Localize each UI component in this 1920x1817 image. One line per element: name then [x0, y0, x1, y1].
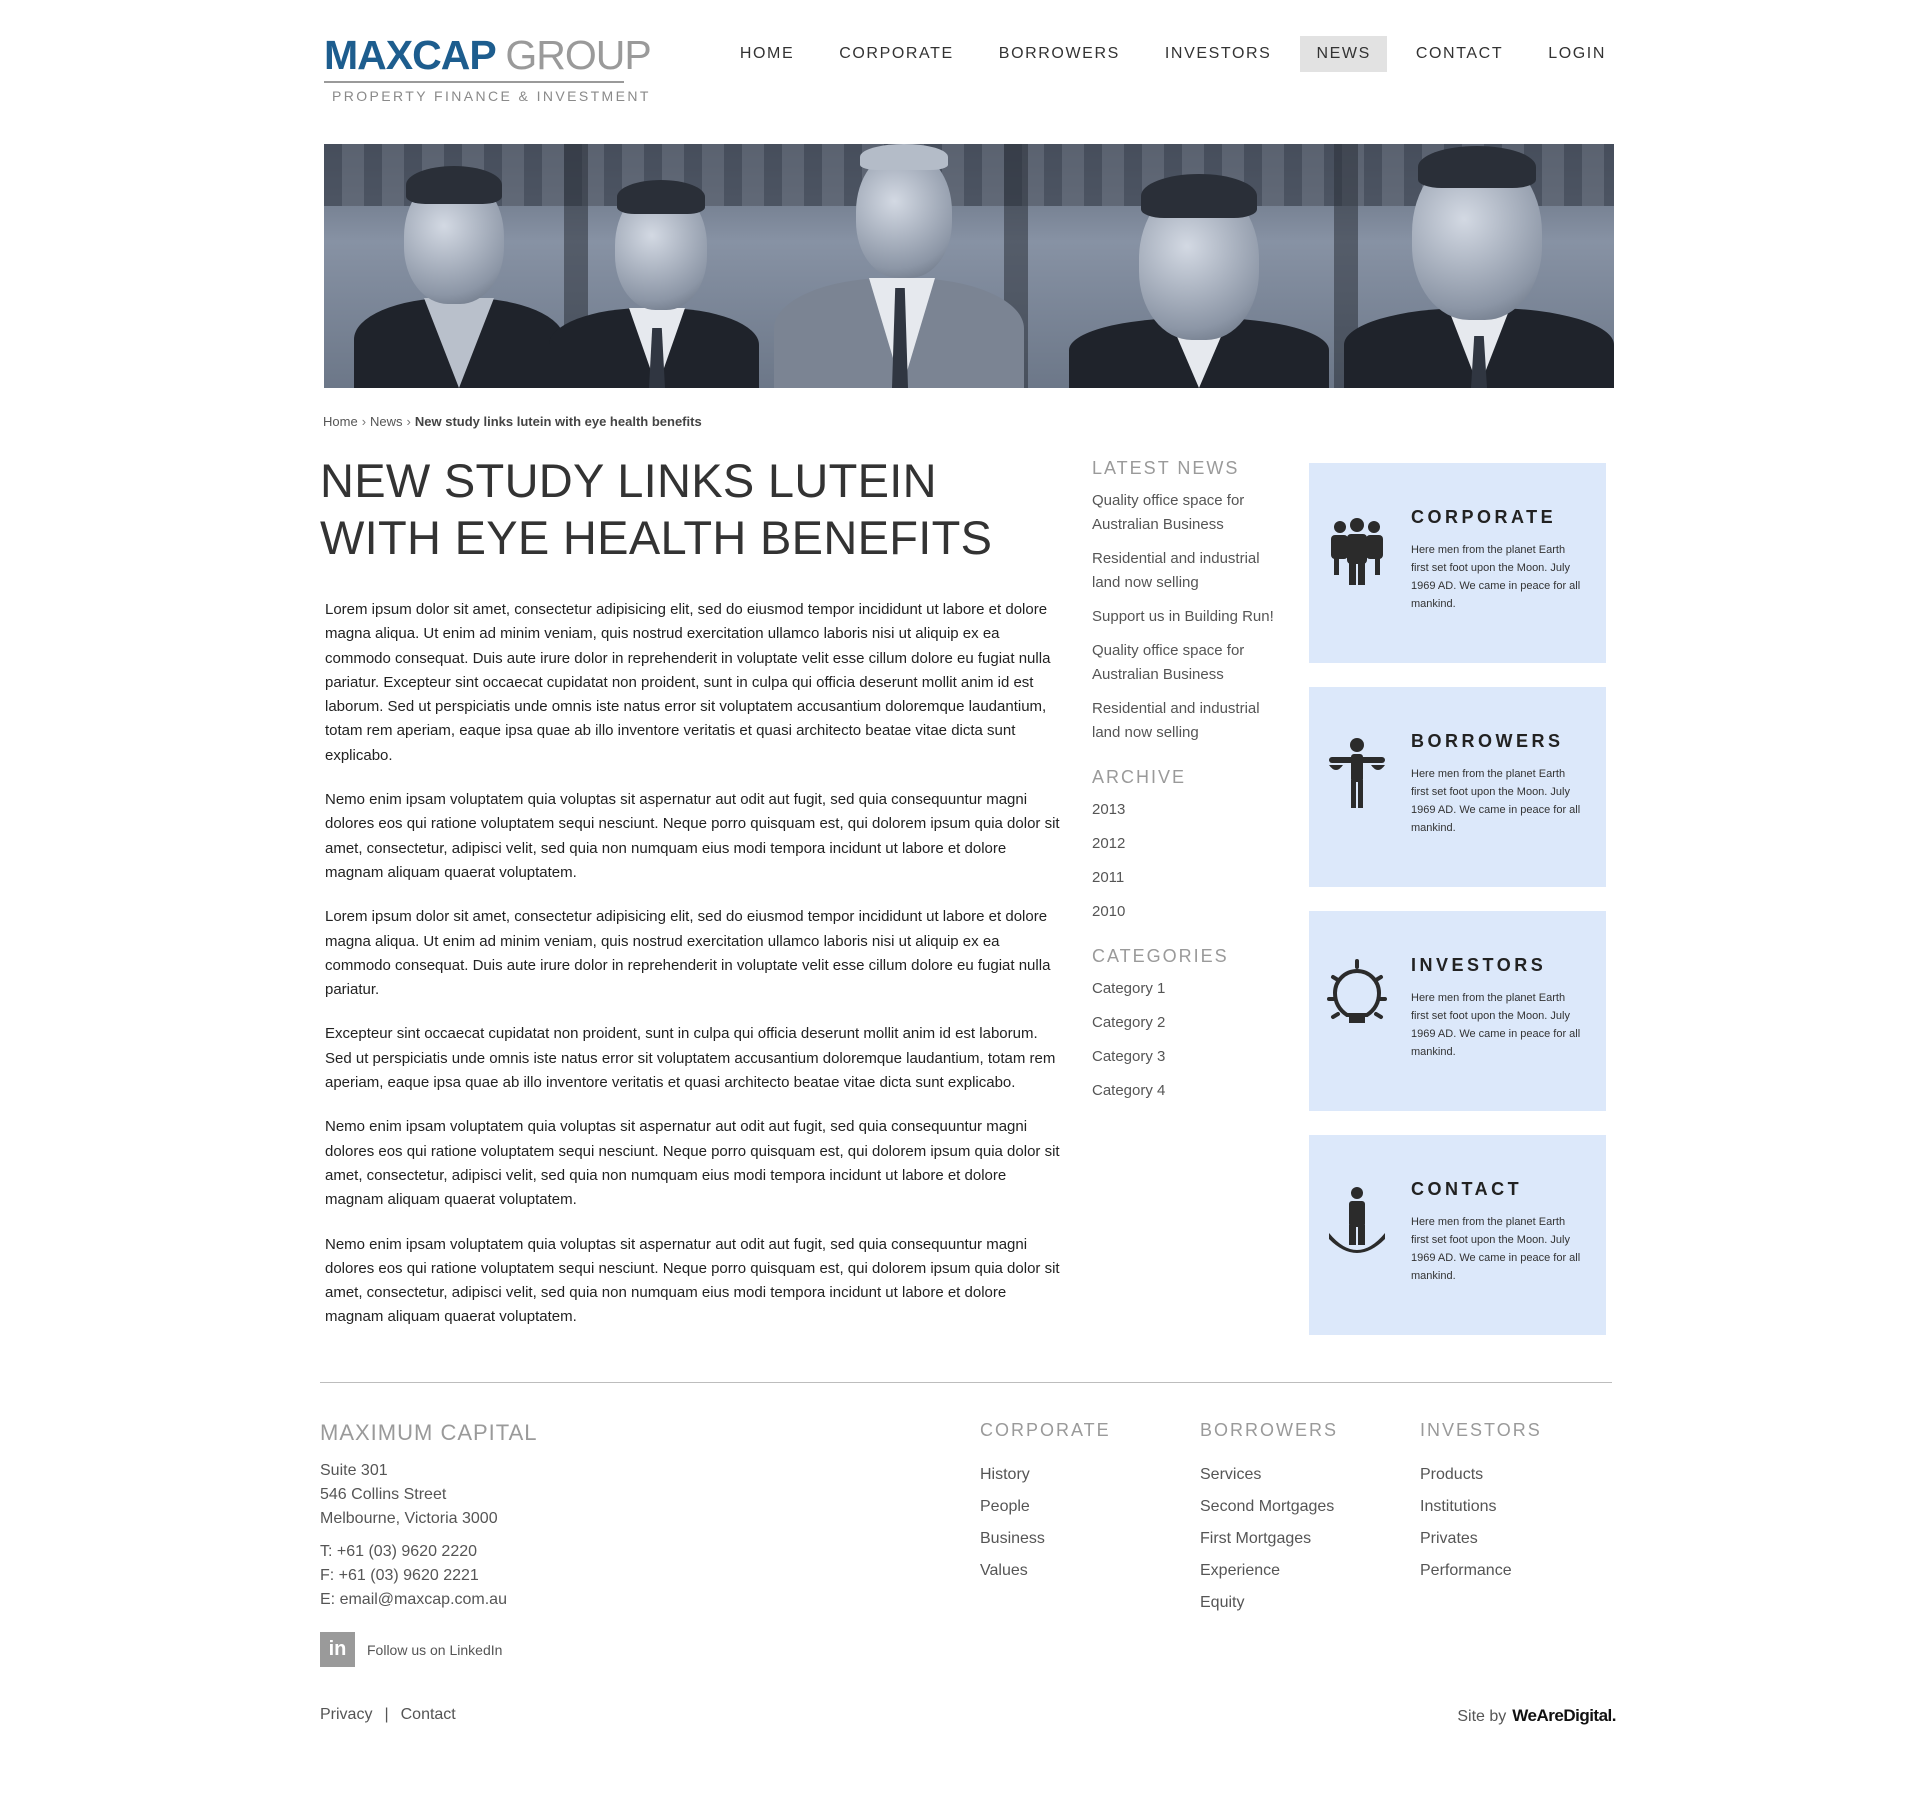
- scales-person-icon: [1327, 735, 1387, 815]
- footer-col-investors: [1420, 1420, 1542, 1587]
- latest-news-link[interactable]: Residential and industrial land now selling: [1092, 700, 1260, 741]
- latest-news-link[interactable]: Quality office space for Australian Business: [1092, 492, 1245, 533]
- card-investors[interactable]: [1309, 911, 1606, 1111]
- article-paragraph: Nemo enim ipsam voluptatem quia voluptas sit aspernatur aut odit aut fugit, sed quia consequuntur magni dolores eos qui ratione voluptatem sequi nesciunt. Neque porro quisquam est, qui dolorem ipsum quia dolor sit amet, consectetur, adipisci velit, sed quia non numquam eius modi tempora incidunt ut labore et dolore magnam aliquam quaerat voluptatem.: [325, 1235, 1060, 1326]
- categories-heading: CATEGORIES: [1092, 946, 1229, 966]
- logo-tagline: PROPERTY FINANCE & INVESTMENT: [332, 88, 651, 104]
- article-paragraph: Lorem ipsum dolor sit amet, consectetur adipisicing elit, sed do eiusmod tempor incididunt ut labore et dolore magna aliqua. Ut enim ad minim veniam, quis nostrud exercitation ullamco laboris nisi ut aliquip ex ea commodo consequat. Duis aute irure dolor in reprehenderit in voluptate velit esse cillum dolore eu fugiat nulla pariatur. Excepteur sint occaecat cupidatat non proident, sunt in culpa qui officia deserunt mollit anim id est laborum. Sed ut perspiciatis unde omnis iste natus error sit voluptatem accusantium doloremque laudantium, totam rem aperiam, eaque ipsa quae ab illo inventore veritatis et quasi architecto beatae vitae dicta sunt explicabo.: [325, 601, 1051, 764]
- footer-col-borrowers: [1200, 1420, 1338, 1619]
- nav-investors[interactable]: INVESTORS: [1164, 45, 1272, 62]
- footer-link[interactable]: History: [980, 1466, 1030, 1483]
- breadcrumb: [323, 414, 702, 429]
- category-link[interactable]: Category 4: [1092, 1082, 1166, 1099]
- breadcrumb-home[interactable]: Home: [323, 414, 358, 429]
- footer-contact: [320, 1540, 507, 1612]
- breadcrumb-separator: ›: [406, 414, 411, 429]
- footer-address-line: 546 Collins Street: [320, 1486, 447, 1503]
- privacy-link[interactable]: Privacy: [320, 1706, 373, 1723]
- archive-link[interactable]: 2012: [1092, 835, 1126, 852]
- card-text: Here men from the planet Earth first set foot upon the Moon. July 1969 AD. We came in peace for all mankind.: [1411, 768, 1581, 834]
- article-paragraph: Nemo enim ipsam voluptatem quia voluptas sit aspernatur aut odit aut fugit, sed quia consequuntur magni dolores eos qui ratione voluptatem sequi nesciunt. Neque porro quisquam est, qui dolorem ipsum quia dolor sit amet, consectetur, adipisci velit, sed quia non numquam eius modi tempora incidunt ut labore et dolore magnam aliquam quaerat voluptatem.: [325, 791, 1060, 881]
- hero-person: [354, 144, 564, 388]
- category-link[interactable]: Category 3: [1092, 1048, 1166, 1065]
- article-title: NEW STUDY LINKS LUTEIN WITH EYE HEALTH BENEFITS: [320, 454, 993, 564]
- footer-col-heading: INVESTORS: [1420, 1420, 1542, 1440]
- footer-link[interactable]: Second Mortgages: [1200, 1498, 1335, 1515]
- latest-news-link[interactable]: Residential and industrial land now selling: [1092, 550, 1260, 591]
- archive-section: [1092, 767, 1292, 924]
- category-link[interactable]: Category 1: [1092, 980, 1166, 997]
- card-title: CONTACT: [1411, 1179, 1523, 1199]
- categories-section: [1092, 946, 1292, 1103]
- article-paragraph: Nemo enim ipsam voluptatem quia voluptas sit aspernatur aut odit aut fugit, sed quia consequuntur magni dolores eos qui ratione voluptatem sequi nesciunt. Neque porro quisquam est, qui dolorem ipsum quia dolor sit amet, consectetur, adipisci velit, sed quia non numquam eius modi tempora incidunt ut labore et dolore magnam aliquam quaerat voluptatem.: [325, 1118, 1060, 1209]
- card-contact[interactable]: [1309, 1135, 1606, 1335]
- footer-address: [320, 1459, 498, 1531]
- footer-link[interactable]: First Mortgages: [1200, 1530, 1312, 1547]
- group-people-icon: [1327, 511, 1387, 591]
- footer-fax: F: +61 (03) 9620 2221: [320, 1567, 479, 1584]
- nav-borrowers[interactable]: BORROWERS: [998, 45, 1120, 62]
- footer-contact-link[interactable]: Contact: [400, 1706, 456, 1723]
- footer-link[interactable]: Values: [980, 1562, 1028, 1579]
- footer-email[interactable]: E: email@maxcap.com.au: [320, 1591, 507, 1608]
- category-link[interactable]: Category 2: [1092, 1014, 1166, 1031]
- nav-home[interactable]: HOME: [739, 45, 795, 62]
- person-contact-icon: [1327, 1183, 1387, 1263]
- footer-link[interactable]: People: [980, 1498, 1030, 1515]
- footer-link[interactable]: Services: [1200, 1466, 1262, 1483]
- hero-person: [1344, 144, 1614, 388]
- hero-person: [549, 144, 759, 388]
- card-title: CORPORATE: [1411, 507, 1557, 527]
- archive-link[interactable]: 2011: [1092, 869, 1125, 886]
- hero-person: [774, 144, 1024, 388]
- nav-login[interactable]: LOGIN: [1548, 45, 1606, 62]
- site-credit-brand: WeAreDigital.: [1512, 1706, 1616, 1725]
- footer-divider: [320, 1382, 1612, 1383]
- archive-link[interactable]: 2013: [1092, 801, 1126, 818]
- card-text: Here men from the planet Earth first set foot upon the Moon. July 1969 AD. We came in peace for all mankind.: [1411, 992, 1581, 1058]
- site-credit[interactable]: [1457, 1706, 1616, 1726]
- footer-link[interactable]: Institutions: [1420, 1498, 1497, 1515]
- archive-link[interactable]: 2010: [1092, 903, 1126, 920]
- hero-team-photo: [324, 144, 1614, 388]
- footer-link[interactable]: Performance: [1420, 1562, 1512, 1579]
- footer-link[interactable]: Equity: [1200, 1594, 1245, 1611]
- nav-corporate[interactable]: CORPORATE: [839, 45, 954, 62]
- footer-col-heading: BORROWERS: [1200, 1420, 1339, 1440]
- card-borrowers[interactable]: [1309, 687, 1606, 887]
- site-credit-label: Site by: [1457, 1708, 1507, 1725]
- linkedin-follow[interactable]: [320, 1632, 502, 1667]
- footer-col-corporate: [980, 1420, 1111, 1587]
- logo-maxcap: MAXCAP: [324, 32, 495, 78]
- latest-news-heading: LATEST NEWS: [1092, 458, 1240, 478]
- footer-link[interactable]: Business: [980, 1530, 1045, 1547]
- nav-news[interactable]: NEWS: [1300, 36, 1386, 72]
- latest-news-link[interactable]: Support us in Building Run!: [1092, 608, 1274, 625]
- footer-legal-links: [320, 1706, 456, 1724]
- hero-person: [1069, 144, 1329, 388]
- card-title: INVESTORS: [1411, 955, 1547, 975]
- footer-link[interactable]: Products: [1420, 1466, 1484, 1483]
- legal-divider: |: [384, 1706, 389, 1723]
- footer-phone: T: +61 (03) 9620 2220: [320, 1543, 478, 1560]
- footer-address-line: Suite 301: [320, 1462, 388, 1479]
- footer-brand: MAXIMUM CAPITAL: [320, 1420, 538, 1445]
- footer-col-heading: CORPORATE: [980, 1420, 1111, 1440]
- breadcrumb-separator: ›: [361, 414, 367, 429]
- card-text: Here men from the planet Earth first set foot upon the Moon. July 1969 AD. We came in peace for all mankind.: [1411, 544, 1581, 610]
- article-paragraph: Lorem ipsum dolor sit amet, consectetur adipisicing elit, sed do eiusmod tempor incididunt ut labore et dolore magna aliqua. Ut enim ad minim veniam, quis nostrud exercitation ullamco laboris nisi ut aliquip ex ea commodo consequat. Duis aute irure dolor in reprehenderit in voluptate velit esse cillum dolore eu fugiat nulla pariatur.: [325, 908, 1051, 999]
- news-sidebar: [1092, 458, 1292, 1125]
- site-logo[interactable]: [324, 32, 651, 104]
- promo-cards: [1309, 463, 1606, 1359]
- latest-news-link[interactable]: Quality office space for Australian Business: [1092, 642, 1245, 683]
- linkedin-icon: in: [320, 1632, 355, 1667]
- breadcrumb-current: New study links lutein with eye health benefits: [414, 414, 702, 429]
- logo-group: GROUP: [505, 32, 651, 78]
- nav-contact[interactable]: CONTACT: [1415, 45, 1504, 62]
- logo-wordmark: [324, 32, 651, 78]
- main-nav: [711, 36, 1622, 72]
- latest-news-section: [1092, 458, 1292, 745]
- archive-heading: ARCHIVE: [1092, 767, 1187, 787]
- card-text: Here men from the planet Earth first set foot upon the Moon. July 1969 AD. We came in peace for all mankind.: [1411, 1216, 1581, 1282]
- linkedin-label: Follow us on LinkedIn: [367, 1641, 503, 1658]
- article-body: [325, 598, 1060, 1350]
- logo-divider: [324, 81, 624, 83]
- article-paragraph: Excepteur sint occaecat cupidatat non proident, sunt in culpa qui officia deserunt mollit anim id est laborum. Sed ut perspiciatis unde omnis iste natus error sit voluptatem accusantium doloremque laudantium, totam rem aperiam, eaque ipsa quae ab illo inventore veritatis et quasi architecto beatae vitae dicta sunt explicabo.: [325, 1025, 1056, 1092]
- card-title: BORROWERS: [1411, 731, 1564, 751]
- footer-address-line: Melbourne, Victoria 3000: [320, 1510, 498, 1527]
- footer-link[interactable]: Experience: [1200, 1562, 1281, 1579]
- footer-link[interactable]: Privates: [1420, 1530, 1478, 1547]
- lightbulb-icon: [1327, 959, 1387, 1039]
- card-corporate[interactable]: [1309, 463, 1606, 663]
- breadcrumb-news[interactable]: News: [370, 414, 403, 429]
